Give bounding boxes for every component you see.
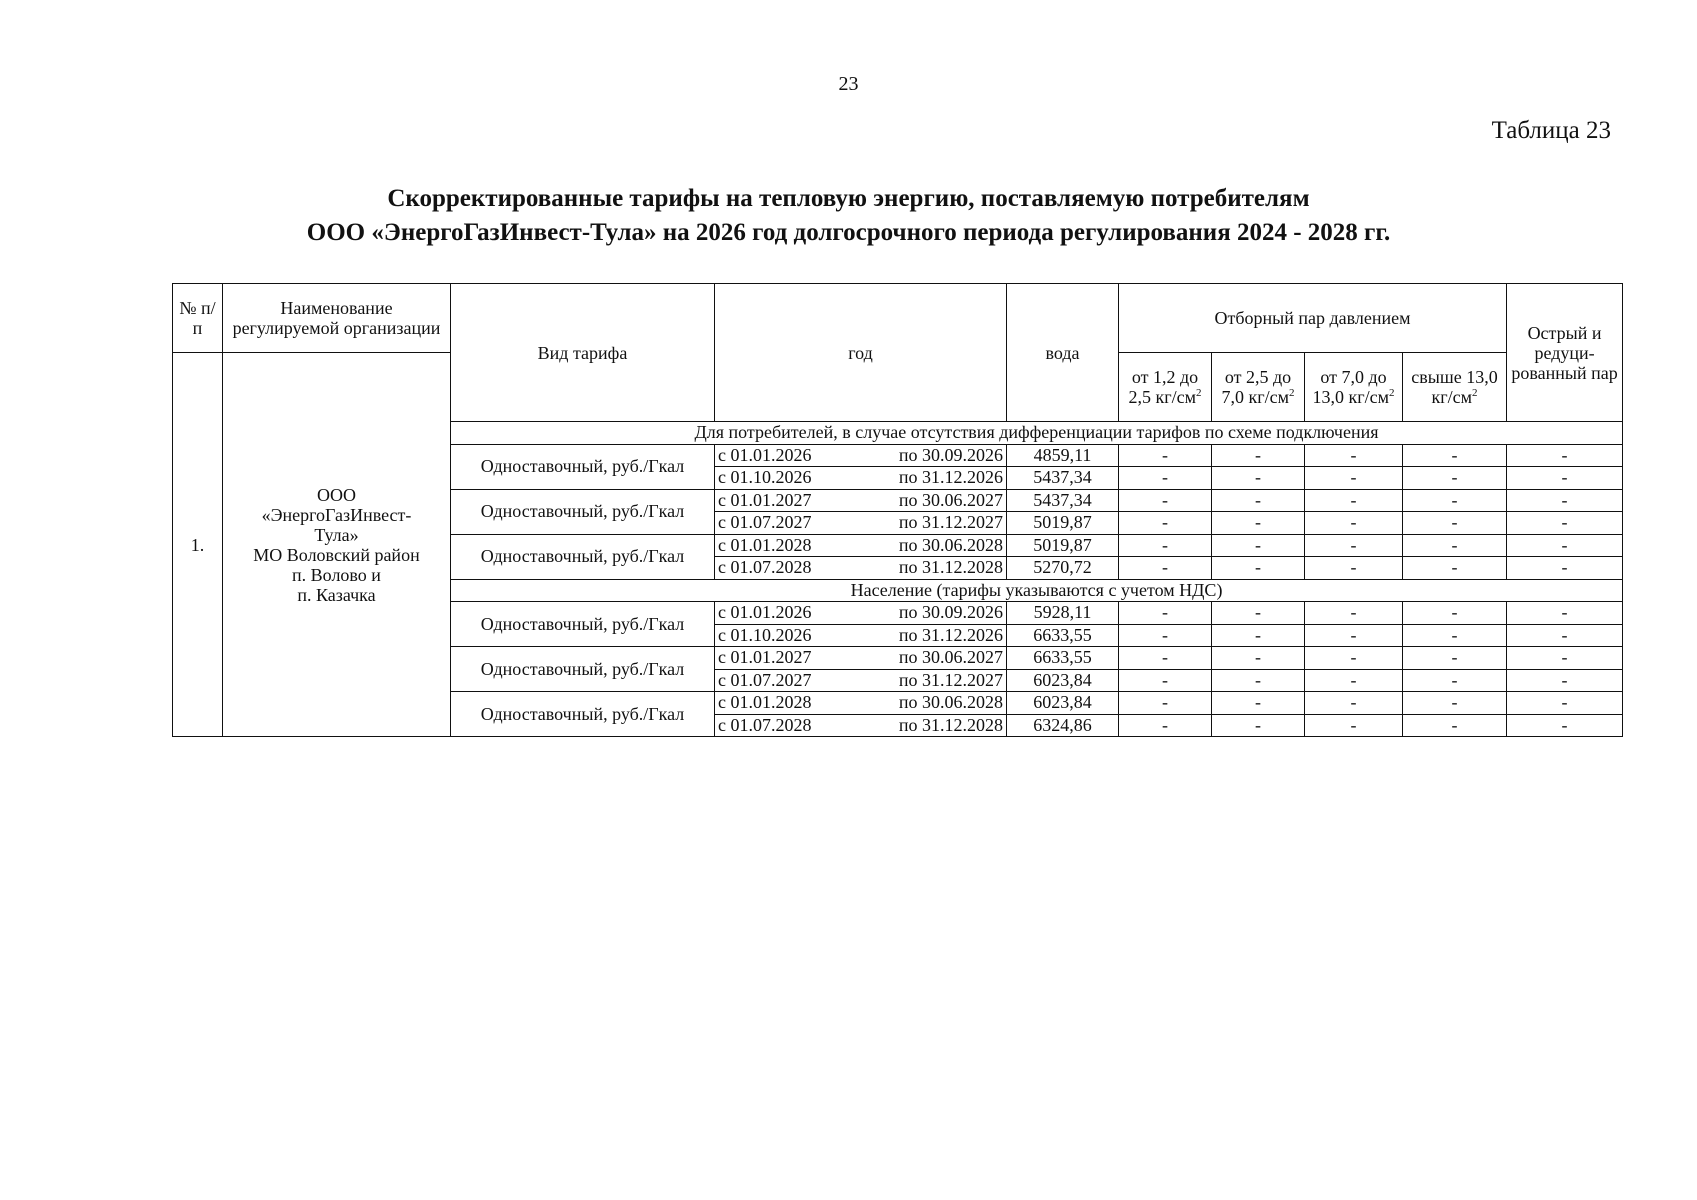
- steam-tariff-cell: -: [1403, 624, 1507, 647]
- steam-tariff-cell: -: [1403, 534, 1507, 557]
- period-from: с 01.07.2027: [718, 512, 812, 533]
- period-to: по 31.12.2026: [898, 467, 1003, 488]
- period-cell: [715, 557, 1007, 580]
- steam-tariff-cell: -: [1507, 534, 1623, 557]
- steam-tariff-cell: -: [1403, 647, 1507, 670]
- steam-tariff-cell: -: [1119, 512, 1212, 535]
- period-from: с 01.07.2028: [718, 714, 812, 735]
- section-title: Население (тарифы указываются с учетом НДС): [451, 579, 1623, 602]
- steam-tariff-cell: -: [1212, 624, 1305, 647]
- organization-line: МО Воловский район: [253, 544, 420, 565]
- period-to: по 31.12.2027: [898, 512, 1003, 533]
- organization-line: Тула»: [314, 524, 359, 545]
- water-tariff-cell: 5437,34: [1007, 489, 1119, 512]
- steam-tariff-cell: -: [1212, 557, 1305, 580]
- period-from: с 01.01.2028: [718, 692, 812, 713]
- water-tariff-cell: 4859,11: [1007, 444, 1119, 467]
- water-tariff-cell: 6633,55: [1007, 624, 1119, 647]
- organization-name: [223, 353, 451, 737]
- tariff-type-cell: Одноставочный, руб./Гкал: [451, 692, 715, 737]
- tariff-type-cell: Одноставочный, руб./Гкал: [451, 444, 715, 489]
- period-from: с 01.01.2027: [718, 489, 812, 510]
- header-org: Наименование регулируемой организации: [223, 284, 451, 353]
- steam-tariff-cell: -: [1212, 692, 1305, 715]
- period-cell: [715, 714, 1007, 737]
- steam-tariff-cell: -: [1507, 512, 1623, 535]
- water-tariff-cell: 5019,87: [1007, 534, 1119, 557]
- steam-tariff-cell: -: [1403, 557, 1507, 580]
- steam-tariff-cell: -: [1305, 647, 1403, 670]
- period-cell: [715, 692, 1007, 715]
- tariff-type-cell: Одноставочный, руб./Гкал: [451, 647, 715, 692]
- steam-tariff-cell: -: [1212, 647, 1305, 670]
- water-tariff-cell: 6324,86: [1007, 714, 1119, 737]
- header-num: № п/п: [173, 284, 223, 353]
- steam-tariff-cell: -: [1119, 647, 1212, 670]
- steam-tariff-cell: -: [1403, 467, 1507, 490]
- steam-tariff-cell: -: [1119, 467, 1212, 490]
- period-cell: [715, 602, 1007, 625]
- steam-tariff-cell: -: [1403, 444, 1507, 467]
- period-cell: [715, 534, 1007, 557]
- steam-tariff-cell: -: [1119, 602, 1212, 625]
- water-tariff-cell: 6023,84: [1007, 669, 1119, 692]
- steam-tariff-cell: -: [1507, 624, 1623, 647]
- steam-tariff-cell: -: [1305, 669, 1403, 692]
- water-tariff-cell: 6633,55: [1007, 647, 1119, 670]
- period-from: с 01.10.2026: [718, 624, 812, 645]
- tariff-table: [172, 283, 1623, 737]
- steam-tariff-cell: -: [1403, 489, 1507, 512]
- steam-tariff-cell: -: [1305, 534, 1403, 557]
- steam-tariff-cell: -: [1507, 489, 1623, 512]
- steam-tariff-cell: -: [1119, 557, 1212, 580]
- period-to: по 30.09.2026: [898, 444, 1003, 465]
- period-to: по 31.12.2028: [898, 714, 1003, 735]
- steam-tariff-cell: -: [1403, 602, 1507, 625]
- steam-tariff-cell: -: [1305, 624, 1403, 647]
- steam-tariff-cell: -: [1305, 692, 1403, 715]
- water-tariff-cell: 5437,34: [1007, 467, 1119, 490]
- organization-line: «ЭнергоГазИнвест-: [261, 504, 412, 525]
- steam-tariff-cell: -: [1305, 489, 1403, 512]
- tariff-type-cell: Одноставочный, руб./Гкал: [451, 534, 715, 579]
- period-cell: [715, 647, 1007, 670]
- steam-tariff-cell: -: [1119, 692, 1212, 715]
- organization-line: ООО: [317, 484, 356, 505]
- steam-tariff-cell: -: [1403, 512, 1507, 535]
- period-to: по 31.12.2028: [898, 557, 1003, 578]
- water-tariff-cell: 5019,87: [1007, 512, 1119, 535]
- period-from: с 01.01.2028: [718, 534, 812, 555]
- period-from: с 01.01.2027: [718, 647, 812, 668]
- organization-line: п. Казачка: [297, 584, 376, 605]
- steam-tariff-cell: -: [1119, 489, 1212, 512]
- organization-line: п. Волово и: [292, 564, 381, 585]
- period-cell: [715, 624, 1007, 647]
- period-cell: [715, 467, 1007, 490]
- steam-tariff-cell: -: [1212, 669, 1305, 692]
- steam-tariff-cell: -: [1212, 489, 1305, 512]
- steam-tariff-cell: -: [1212, 602, 1305, 625]
- steam-tariff-cell: -: [1119, 444, 1212, 467]
- page-number: 23: [838, 73, 859, 95]
- water-tariff-cell: 5928,11: [1007, 602, 1119, 625]
- steam-tariff-cell: -: [1212, 534, 1305, 557]
- period-to: по 31.12.2027: [898, 669, 1003, 690]
- period-cell: [715, 444, 1007, 467]
- period-cell: [715, 489, 1007, 512]
- header-water: вода: [1007, 284, 1119, 422]
- tariff-type-cell: Одноставочный, руб./Гкал: [451, 602, 715, 647]
- table-label: Таблица 23: [1491, 117, 1611, 144]
- header-tariff-type: Вид тарифа: [451, 284, 715, 422]
- period-to: по 30.06.2028: [898, 692, 1003, 713]
- title-line-2: ООО «ЭнергоГазИнвест-Тула» на 2026 год долгосрочного периода регулирования 2024 - 2028 гг.: [306, 219, 1391, 246]
- steam-tariff-cell: -: [1305, 714, 1403, 737]
- steam-tariff-cell: -: [1403, 714, 1507, 737]
- steam-tariff-cell: -: [1507, 714, 1623, 737]
- period-to: по 31.12.2026: [898, 624, 1003, 645]
- steam-tariff-cell: -: [1507, 444, 1623, 467]
- steam-tariff-cell: -: [1119, 534, 1212, 557]
- period-from: с 01.07.2028: [718, 557, 812, 578]
- steam-tariff-cell: -: [1212, 714, 1305, 737]
- section-title: Для потребителей, в случае отсутствия дифференциации тарифов по схеме подключения: [451, 422, 1623, 445]
- period-from: с 01.01.2026: [718, 602, 812, 623]
- period-to: по 30.09.2026: [898, 602, 1003, 623]
- steam-tariff-cell: -: [1305, 467, 1403, 490]
- header-steam-3: от 7,0 до 13,0 $кг/см^2$: [1305, 353, 1403, 422]
- header-year: год: [715, 284, 1007, 422]
- steam-tariff-cell: -: [1119, 669, 1212, 692]
- steam-tariff-cell: -: [1305, 602, 1403, 625]
- tariff-type-cell: Одноставочный, руб./Гкал: [451, 489, 715, 534]
- period-cell: [715, 669, 1007, 692]
- row-number: 1.: [173, 353, 223, 737]
- period-to: по 30.06.2027: [898, 647, 1003, 668]
- period-cell: [715, 512, 1007, 535]
- steam-tariff-cell: -: [1507, 557, 1623, 580]
- steam-tariff-cell: -: [1305, 444, 1403, 467]
- water-tariff-cell: 6023,84: [1007, 692, 1119, 715]
- header-steam-1: от 1,2 до 2,5 $кг/см^2$: [1119, 353, 1212, 422]
- steam-tariff-cell: -: [1403, 692, 1507, 715]
- steam-tariff-cell: -: [1305, 512, 1403, 535]
- steam-tariff-cell: -: [1507, 692, 1623, 715]
- steam-tariff-cell: -: [1507, 647, 1623, 670]
- steam-tariff-cell: -: [1507, 669, 1623, 692]
- steam-tariff-cell: -: [1403, 669, 1507, 692]
- period-from: с 01.07.2027: [718, 669, 812, 690]
- steam-tariff-cell: -: [1119, 624, 1212, 647]
- period-from: с 01.01.2026: [718, 444, 812, 465]
- steam-tariff-cell: -: [1305, 557, 1403, 580]
- steam-tariff-cell: -: [1212, 444, 1305, 467]
- steam-tariff-cell: -: [1212, 512, 1305, 535]
- period-to: по 30.06.2027: [898, 489, 1003, 510]
- document-title: [0, 182, 1697, 250]
- title-line-1: Скорректированные тарифы на тепловую энергию, поставляемую потребителям: [387, 185, 1310, 212]
- period-to: по 30.06.2028: [898, 534, 1003, 555]
- steam-tariff-cell: -: [1212, 467, 1305, 490]
- water-tariff-cell: 5270,72: [1007, 557, 1119, 580]
- header-steam-4: свыше 13,0 $кг/см^2$: [1403, 353, 1507, 422]
- header-steam-2: от 2,5 до 7,0 $кг/см^2$: [1212, 353, 1305, 422]
- steam-tariff-cell: -: [1507, 602, 1623, 625]
- steam-tariff-cell: -: [1119, 714, 1212, 737]
- steam-tariff-cell: -: [1507, 467, 1623, 490]
- header-sharp-steam: Острый и редуци-рованный пар: [1507, 284, 1623, 422]
- period-from: с 01.10.2026: [718, 467, 812, 488]
- header-steam-group: Отборный пар давлением: [1119, 284, 1507, 353]
